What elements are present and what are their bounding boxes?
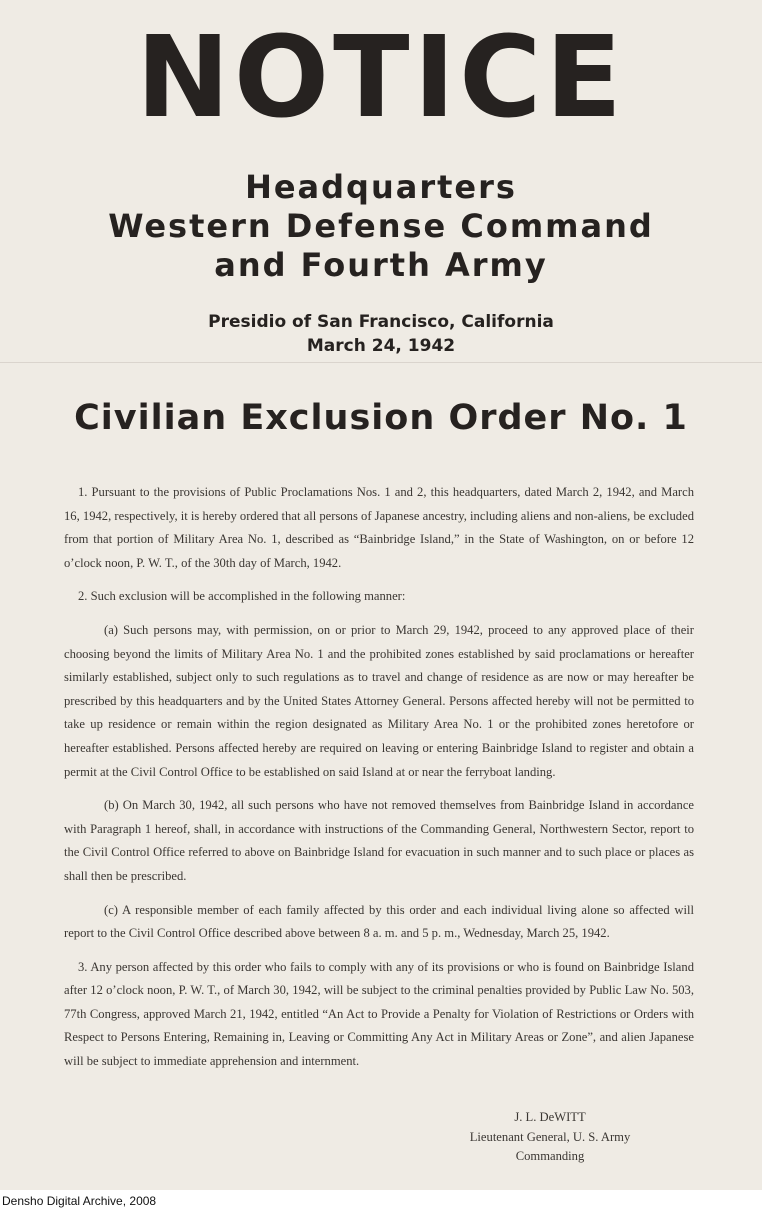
archive-credit: Densho Digital Archive, 2008 xyxy=(2,1194,157,1208)
signature-role: Commanding xyxy=(515,1149,585,1163)
paragraph-2b: (b) On March 30, 1942, all such persons who have not removed themselves from Bainbridge Island in accordance with Paragraph 1 hereof, shall, in accordance with instructions of the Commanding General, Northwestern Sector, report to the Civil Control Office referred to above on Bainbridge Island for evacuation in such manner and to such place or places as shall then be prescribed. xyxy=(64,798,694,883)
signature-block xyxy=(450,1108,650,1167)
paragraph-3: 3. Any person affected by this order who fails to comply with any of its provisions or who is found on Bainbridge Island after 12 o’clock noon, P. W. T., of March 30, 1942, will be subject to the criminal penalties provided by Public Law No. 503, 77th Congress, approved March 21, 1942, entitled “An Act to Provide a Penalty for Violation of Restrictions or Orders with Respect to Persons Entering, Remaining in, Leaving or Committing Any Act in Military Areas or Zone”, and alien Japanese will be subject to immediate apprehension and internment. xyxy=(64,959,694,1069)
paragraph-2a: (a) Such persons may, with permission, on or prior to March 29, 1942, proceed to any approved place of their choosing beyond the limits of Military Area No. 1 and the prohibited zones established by said proclamations or hereafter similarly established, subject only to such regulations as to travel and change of residence as are now or may hereafter be prescribed by this headquarters and by the United States Attorney General. Persons affected hereby will not be permitted to take up residence or remain within the region designated as Military Area No. 1 or the prohibited zones heretofore or hereafter established. Persons affected hereby are required on leaving or entering Bainbridge Island to register and obtain a permit at the Civil Control Office to be established on said Island at or near the ferryboat landing. xyxy=(64,622,694,779)
paragraph-1: 1. Pursuant to the provisions of Public Proclamations Nos. 1 and 2, this headquarters, dated March 2, 1942, and March 16, 1942, respectively, it is hereby ordered that all persons of Japanese ancestry, including aliens and non-aliens, be excluded from that portion of Military Area No. 1, described as “Bainbridge Island,” in the State of Washington, on or before 12 o’clock noon, P. W. T., of the 30th day of March, 1942. xyxy=(64,485,694,570)
location-date xyxy=(0,310,762,358)
headquarters-heading xyxy=(0,168,762,285)
location: Presidio of San Francisco, California xyxy=(208,312,554,332)
headquarters-line-3: and Fourth Army xyxy=(214,246,548,284)
date: March 24, 1942 xyxy=(306,336,456,356)
order-body xyxy=(64,481,694,1084)
order-title: Civilian Exclusion Order No. 1 xyxy=(74,398,688,438)
fold-line xyxy=(0,362,762,363)
paragraph-2: 2. Such exclusion will be accomplished in the following manner: xyxy=(78,589,406,604)
paragraph-2c: (c) A responsible member of each family affected by this order and each individual living alone so affected will report to the Civil Control Office described above between 8 a. m. and 5 p. m., Wednesday, March 25, 1942. xyxy=(64,902,694,941)
headquarters-line-1: Headquarters xyxy=(245,168,517,206)
signature-rank: Lieutenant General, U. S. Army xyxy=(469,1129,631,1144)
notice-title: NOTICE xyxy=(136,13,626,143)
signature-name: J. L. DeWITT xyxy=(514,1110,586,1124)
headquarters-line-2: Western Defense Command xyxy=(108,207,654,245)
